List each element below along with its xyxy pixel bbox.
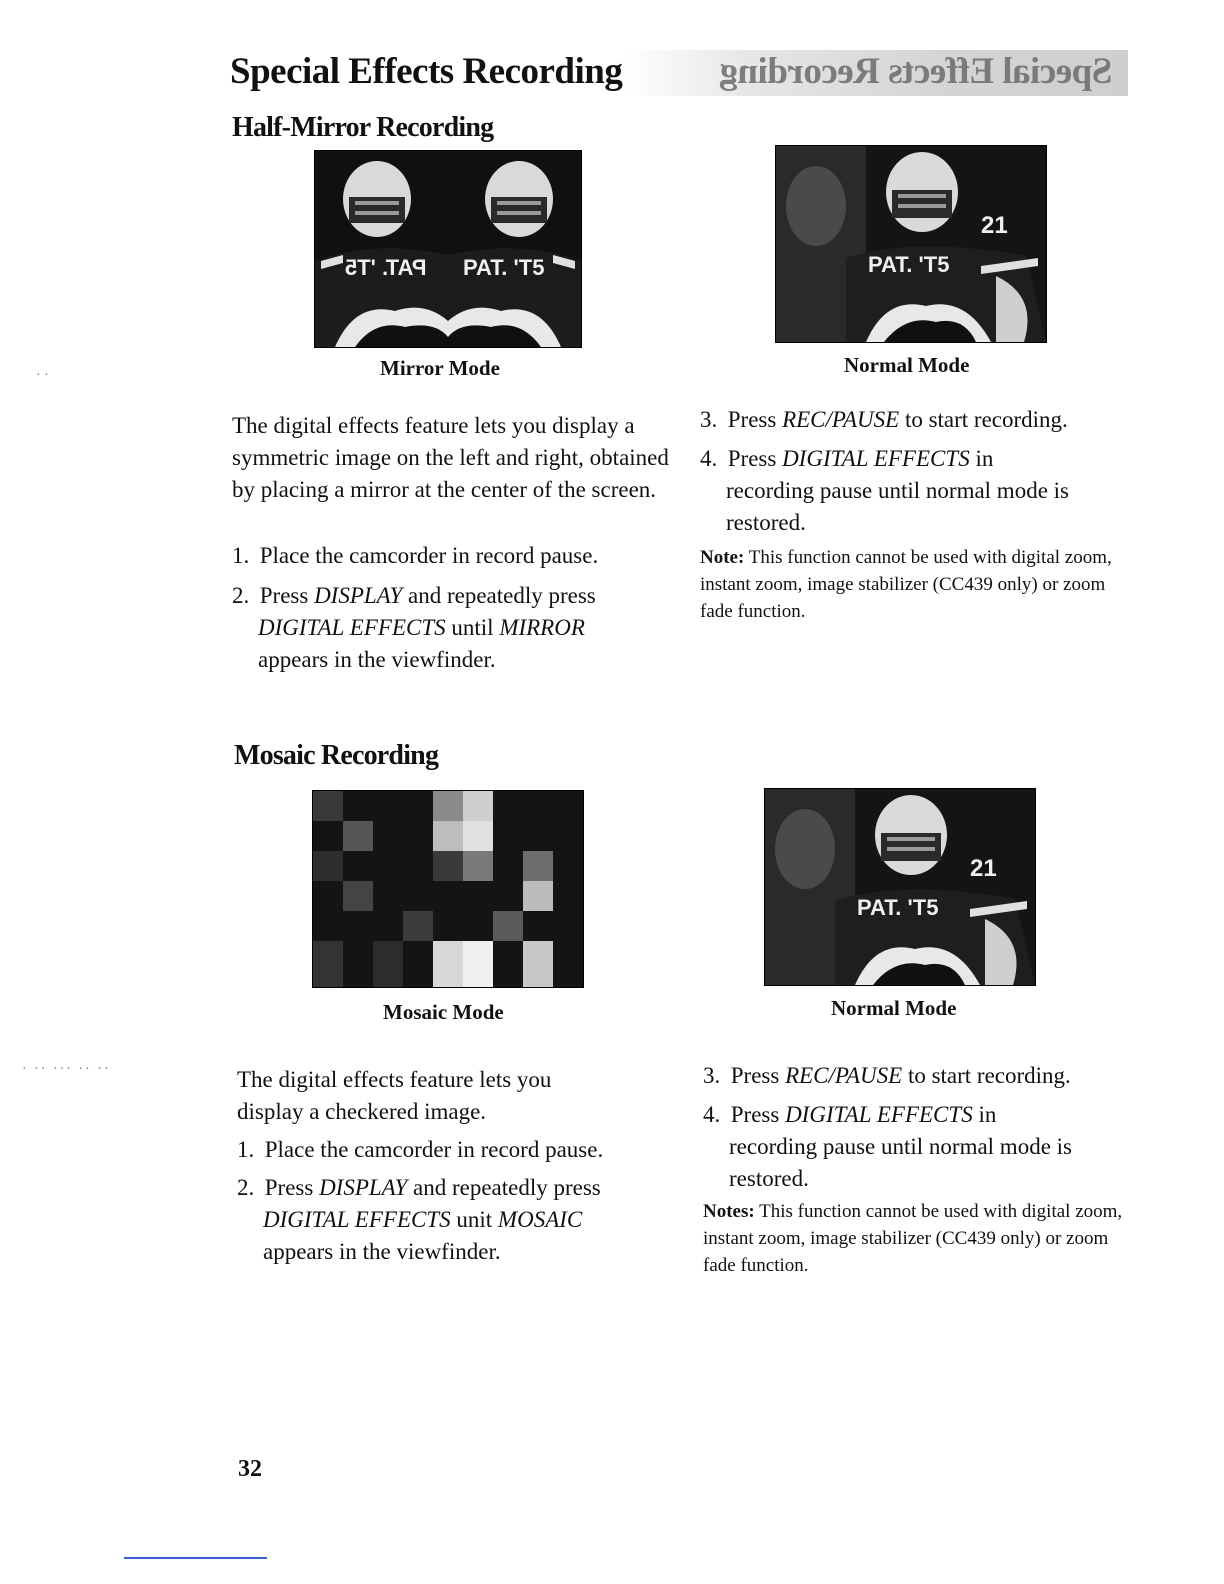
mosaic-heading: Mosaic Recording [234,740,439,771]
normal-photo-graphic-top [776,146,1046,342]
mosaic-mode-photo [312,790,584,988]
half-mirror-intro: The digital effects feature lets you display a symmetric image on the left and right, obtained by placing a mirror at the center of the screen. [232,413,669,502]
mosaic-intro: The digital effects feature lets you display a checkered image. [237,1067,552,1124]
key-display: DISPLAY [314,583,403,608]
step-number: 4. [703,1102,721,1127]
step-continuation [237,1204,657,1236]
step-text-pre: Press [727,407,783,432]
step-text-mid2: until [445,615,500,640]
step-text: Place the camcorder in record pause. [264,1137,604,1162]
step-text-pre: Press [727,446,783,471]
key-digital-effects: DIGITAL EFFECTS [785,1102,973,1127]
mirror-mode-caption: Mirror Mode [380,356,500,380]
step-continuation: recording pause until normal mode is restored. [729,1134,1073,1191]
key-display: DISPLAY [319,1175,408,1200]
key-mirror: MIRROR [499,615,585,640]
step-text-post: appears in the viewfinder. [263,1239,501,1264]
step-number: 1. [237,1137,255,1162]
scan-speck: · · [36,368,49,383]
normal-mode-caption-top: Normal Mode [844,353,970,377]
normal-jersey-text-top: PAT. 'T5 [868,252,950,277]
half-mirror-step-2 [232,580,652,676]
step-text-pre: Press [730,1102,786,1127]
step-text-post: to start recording. [899,407,1068,432]
key-digital-effects: DIGITAL EFFECTS [782,446,970,471]
mosaic-mode-caption: Mosaic Mode [383,1000,504,1024]
half-mirror-heading: Half-Mirror Recording [232,112,494,143]
step-text: Place the camcorder in record pause. [259,543,599,568]
scan-speck: · ·· ··· ·· ·· [22,1062,111,1077]
mosaic-step-2 [237,1172,657,1268]
key-digital-effects: DIGITAL EFFECTS [258,615,446,640]
step-number: 3. [700,407,718,432]
key-rec-pause: REC/PAUSE [782,407,900,432]
normal-jersey-number-top: 21 [981,212,1008,239]
footer-rule [124,1557,267,1559]
note-label: Note: [700,547,745,568]
step-continuation: recording pause until normal mode is restored. [726,478,1070,535]
half-mirror-step-4 [700,443,1120,539]
note-label: Notes: [703,1201,755,1222]
step-number: 2. [232,583,250,608]
step-continuation [232,612,652,644]
step-text-pre: Press [730,1063,786,1088]
mosaic-step-4 [703,1099,1123,1195]
page-title: Special Effects Recording [230,51,623,92]
step-text-post: to start recording. [902,1063,1071,1088]
step-number: 2. [237,1175,255,1200]
key-rec-pause: REC/PAUSE [785,1063,903,1088]
normal-photo-graphic-bottom [765,789,1035,985]
step-text-pre: Press [264,1175,320,1200]
note-text: This function cannot be used with digital zoom, instant zoom, image stabilizer (CC439 only) or zoom fade function. [700,547,1112,622]
step-text-pre: Press [259,583,315,608]
note-text: This function cannot be used with digital zoom, instant zoom, image stabilizer (CC439 only) or zoom fade function. [703,1201,1123,1276]
mosaic-photo-graphic [313,791,583,987]
step-number: 1. [232,543,250,568]
step-text-mid: and repeatedly press [402,583,596,608]
key-mosaic: MOSAIC [497,1207,583,1232]
step-text-mid: and repeatedly press [407,1175,601,1200]
mirror-jersey-text: PAT. 'T5 [345,255,427,280]
normal-jersey-text-bottom: PAT. 'T5 [857,895,939,920]
mirror-photo-graphic [315,151,581,347]
page-title-mirrored: Special Effects Recording [720,51,1113,92]
mosaic-step-3 [703,1060,1123,1092]
step-text-post: in [969,446,994,471]
page-number: 32 [238,1456,262,1482]
step-number: 3. [703,1063,721,1088]
normal-mode-photo-top [775,145,1047,343]
key-digital-effects: DIGITAL EFFECTS [263,1207,451,1232]
step-text-post: appears in the viewfinder. [258,647,496,672]
step-text-mid2: unit [450,1207,498,1232]
mosaic-step-1 [237,1134,657,1166]
normal-mode-caption-bottom: Normal Mode [831,996,957,1020]
normal-mode-photo-bottom [764,788,1036,986]
mirror-jersey-text-right: PAT. 'T5 [463,255,545,280]
step-number: 4. [700,446,718,471]
half-mirror-step-3 [700,404,1120,436]
mosaic-note [703,1198,1123,1279]
half-mirror-step-1 [232,540,652,572]
half-mirror-note [700,544,1120,625]
step-text-post: in [972,1102,997,1127]
normal-jersey-number-bottom: 21 [970,855,997,882]
mirror-mode-photo [314,150,582,348]
